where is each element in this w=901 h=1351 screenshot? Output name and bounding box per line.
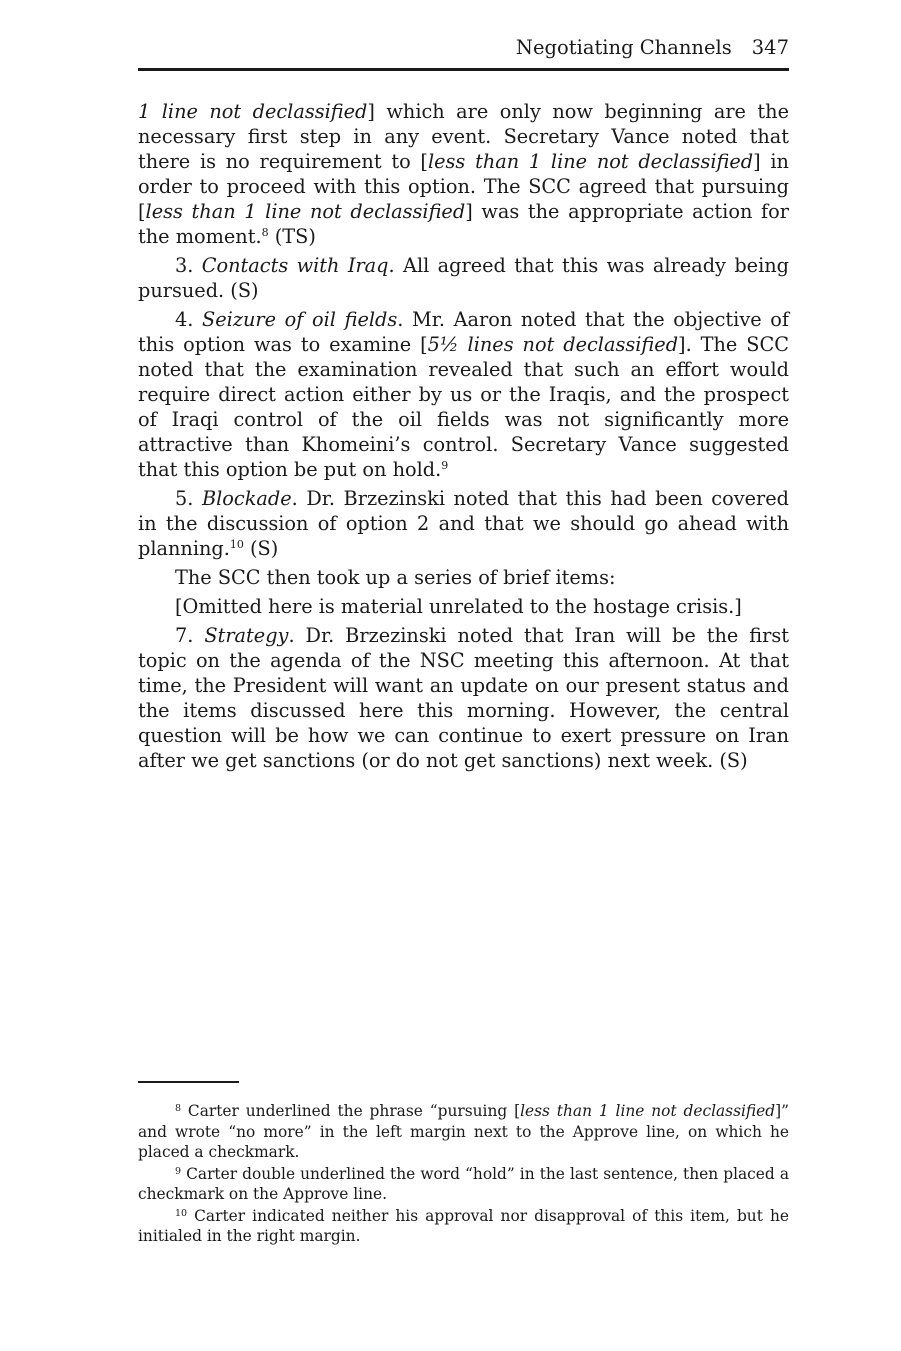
paragraph-omitted-note: [Omitted here is material unrelated to the hostage crisis.]: [175, 595, 742, 618]
item-heading: Seizure of oil fields: [202, 308, 398, 331]
footnote-ref-8[interactable]: 8: [261, 226, 269, 239]
footnote-ref-10[interactable]: 10: [229, 538, 244, 551]
footnote-rule: [138, 1081, 239, 1083]
item-heading: Contacts with Iraq: [201, 254, 389, 277]
main-text: [138, 99, 789, 777]
running-header-title: Negotiating Channels: [515, 36, 732, 59]
item-heading: Blockade: [201, 487, 292, 510]
paragraph-strategy: 7. Strategy. Dr. Brzezinski noted that Iran will be the first topic on the agenda of the NSC meeting this afternoon. At that time, the President will want an update on our present status and the items discussed here this morning. However, the central question will be how we can continue to exert pressure on Iran after we get sanctions (or do not get sanctions) next week. (S): [138, 624, 789, 772]
footnote-10: $^{10}$ Carter indicated neither his approval nor disapproval of this item, but he initialed in the right margin.: [138, 1206, 789, 1245]
page-number: 347: [751, 36, 789, 59]
footnote-9: $^9$ Carter double underlined the word “hold” in the last sentence, then placed a checkmark on the Approve line.: [138, 1164, 789, 1203]
redaction-note: 5½ lines not declassified: [427, 333, 679, 356]
item-heading: Strategy: [204, 624, 289, 647]
redaction-note: less than 1 line not declassified: [427, 150, 754, 173]
paragraph-seizure-of-oil-fields: 4. Seizure of oil fields. Mr. Aaron noted that the objective of this option was to examine [5½ lines not declassified]. The SCC noted that the examination revealed that such an effort would require direct action either by us or the Iraqis, and the prospect of Iraqi control of the oil fields was not significantly more attractive than Khomeini’s control. Secretary Vance suggested that this option be put on hold.$^9$: [138, 308, 790, 481]
redaction-note: less than 1 line not declassified: [145, 200, 466, 223]
running-header: [138, 36, 789, 66]
footnotes: [138, 1101, 789, 1248]
paragraph-brief-items: The SCC then took up a series of brief items:: [175, 566, 616, 589]
header-rule: [138, 68, 789, 71]
redaction-note: less than 1 line not declassified: [520, 1102, 776, 1120]
paragraph-contacts-with-iraq: 3. Contacts with Iraq. All agreed that this was already being pursued. (S): [138, 254, 789, 302]
footnote-8: $^8$ Carter underlined the phrase “pursuing [less than 1 line not declassified]” and wrote “no more” in the left margin next to the Approve line, on which he placed a checkmark.: [138, 1102, 790, 1161]
footnote-ref-9[interactable]: 9: [441, 459, 449, 472]
paragraph-continued: 1 line not declassified] which are only now beginning are the necessary first step in any event. Secretary Vance noted that there is no requirement to [less than 1 line not declassified] in order to proceed with this option. The SCC agreed that pursuing [less than 1 line not declassified] was the appropriate action for the moment.$^8$ (TS): [138, 100, 789, 248]
redaction-note: 1 line not declassified: [138, 100, 368, 123]
paragraph-blockade: 5. Blockade. Dr. Brzezinski noted that this had been covered in the discussion of option 2 and that we should go ahead with planning.$^{10}$ (S): [138, 487, 789, 560]
